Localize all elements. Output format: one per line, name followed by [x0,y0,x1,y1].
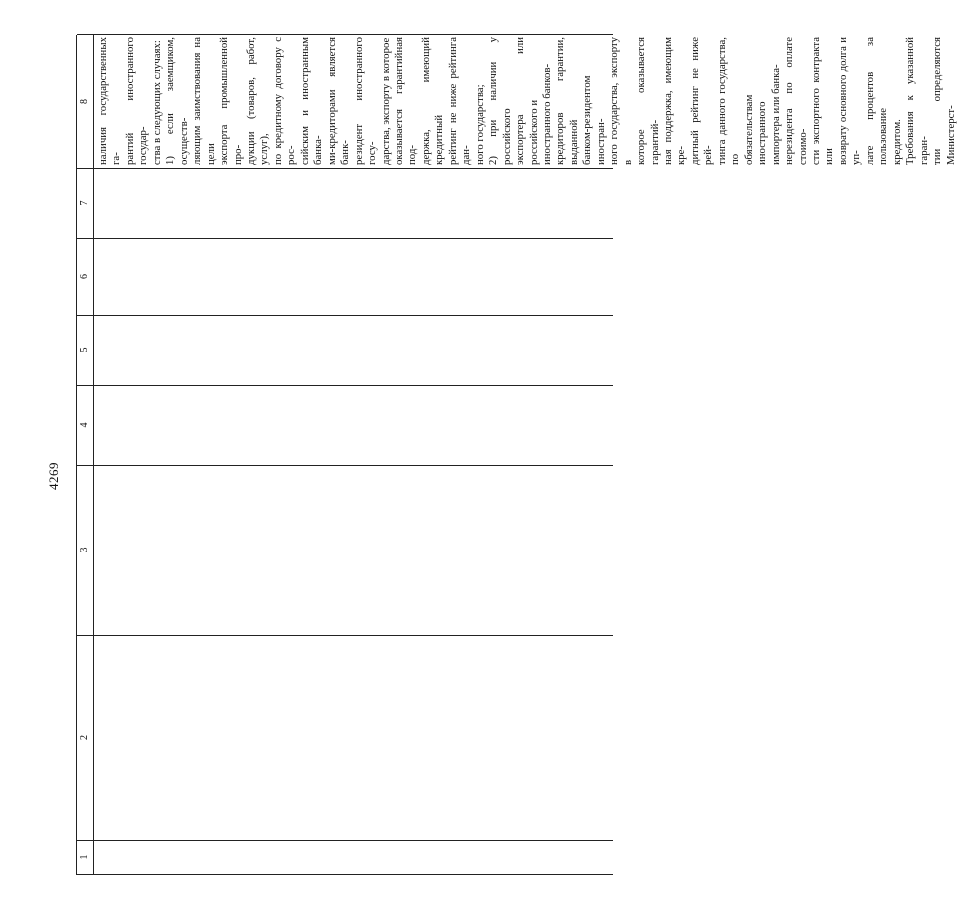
text-line: ляющим заимствования на цели [191,37,217,165]
text-line: ного государства, экспорту в [608,37,634,165]
text-line: резидент иностранного госу- [352,37,379,165]
text-line: рейтинг не ниже рейтинга дан- [446,37,473,165]
page-number: 4269 [46,462,61,490]
text-line: ная поддержка, имеющим кре- [662,37,688,165]
text-line: лате процентов за пользование [863,37,890,165]
text-line: Требования к указанной гаран- [904,37,930,165]
text-line: тии определяются Министерст- [931,37,957,165]
column-4 [77,385,613,466]
text-line: наличия государственных га- [97,37,123,165]
column-header-7: 7 [77,168,94,238]
text-line: кредитом. [890,119,903,165]
text-line: дукции (товаров, работ, услуг), [244,37,271,165]
column-header-5: 5 [77,315,94,385]
text-line: держка, имеющий кредитный [419,37,446,165]
text-line: ми-кредиторами является банк- [325,37,352,165]
column-header-3: 3 [77,465,94,635]
text-line: экспортера или российского и [514,37,540,165]
column-6 [77,238,613,316]
text-line: по кредитному договору с рос- [271,37,298,165]
text-line: дарства, экспорту в которое [379,37,392,165]
rotated-table-wrapper [76,35,957,875]
column-header-4: 4 [77,385,94,465]
text-line: импортера или банка- [769,64,782,165]
column-3 [77,465,613,636]
column-8-text [94,35,958,168]
column-header-6: 6 [77,238,94,315]
column-header-8: 8 [77,35,94,168]
column-header-1: 1 [77,840,94,874]
law-table [76,35,957,875]
text-line: иностранного банков- [540,63,553,165]
text-line: нерезидента по оплате стоимо- [783,37,809,165]
text-line: кредиторов гарантии, выданной [554,37,580,165]
text-line: 2) при наличии у российского [487,37,513,165]
column-7 [77,168,613,239]
text-line: 1) если заемщиком, осуществ- [164,37,190,165]
text-line: которое оказывается гарантий- [635,37,661,165]
text-line: сийским и иностранным банка- [298,37,325,165]
text-line: экспорта промышленной про- [218,37,244,165]
text-line: сти экспортного контракта или [810,37,836,165]
text-line: тинга данного государства, по [715,37,742,165]
text-line: возврату основного долга и уп- [836,37,863,165]
text-line: оказывается гарантийная под- [392,37,419,165]
text-line: обязательствам иностранного [742,94,769,165]
column-1 [77,840,613,875]
column-2 [77,635,613,841]
text-line: ного государства; [473,84,486,165]
text-line: банком-резидентом иностран- [581,75,607,165]
column-header-2: 2 [77,635,94,840]
column-5 [77,315,613,386]
column-8 [77,34,957,169]
text-line: ства в следующих случаях: [150,40,163,165]
text-line: рантий иностранного государ- [123,37,150,165]
text-line: дитный рейтинг не ниже рей- [688,37,715,165]
